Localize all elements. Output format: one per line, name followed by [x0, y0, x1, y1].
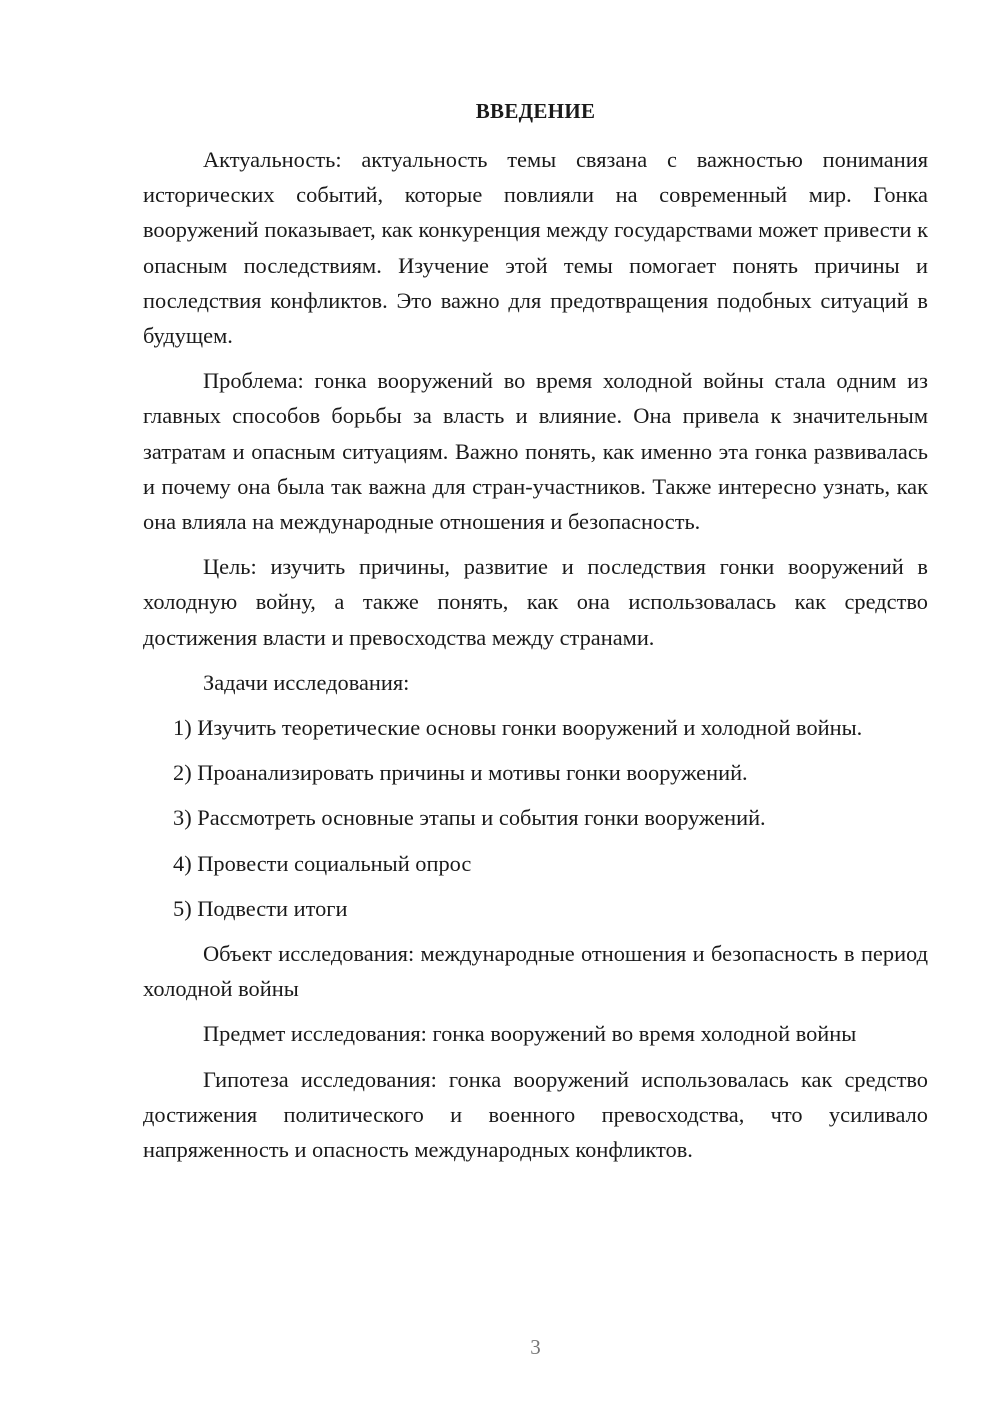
page-number: 3	[530, 1335, 541, 1359]
page-title: ВВЕДЕНИЕ	[475, 99, 596, 123]
list-item: 1) Изучить теоретические основы гонки вооружений и холодной войны.	[173, 715, 863, 741]
list-item: 2) Проанализировать причины и мотивы гонки вооружений.	[173, 760, 748, 786]
tasks-title: Задачи исследования:	[203, 669, 410, 695]
hypothesis-paragraph: Гипотеза исследования: гонка вооружений использовалась как средство достижения политического и военного превосходства, что усиливало напряженность и опасность международных конфликтов.	[143, 1066, 928, 1163]
list-item: 3) Рассмотреть основные этапы и события гонки вооружений.	[173, 805, 766, 831]
relevance-paragraph: Актуальность: актуальность темы связана с важностью понимания исторических событий, которые повлияли на современный мир. Гонка вооружений показывает, как конкуренция между государствами может привести к опасным последствиям. Изучение этой темы помогает понять причины и последствия конфликтов. Это важно для предотвращения подобных ситуаций в будущем.	[143, 147, 928, 349]
list-item: 5) Подвести итоги	[173, 895, 348, 921]
document-page	[143, 0, 928, 1414]
list-item: 4) Провести социальный опрос	[173, 850, 472, 876]
problem-paragraph: Проблема: гонка вооружений во время холодной войны стала одним из главных способов борьбы за власть и влияние. Она привела к значительным затратам и опасным ситуациям. Важно понять, как именно эта гонка развивалась и почему она была так важна для стран-участников. Также интересно узнать, как она влияла на международные отношения и безопасность.	[143, 368, 928, 535]
tasks-list	[143, 710, 928, 926]
subject-paragraph: Предмет исследования: гонка вооружений во время холодной войны	[203, 1021, 857, 1047]
goal-paragraph: Цель: изучить причины, развитие и последствия гонки вооружений в холодную войну, а также понять, как она использовалась как средство достижения власти и превосходства между странами.	[143, 554, 928, 650]
object-paragraph: Объект исследования: международные отношения и безопасность в период холодной войны	[143, 941, 928, 1002]
document-body	[143, 142, 928, 1177]
